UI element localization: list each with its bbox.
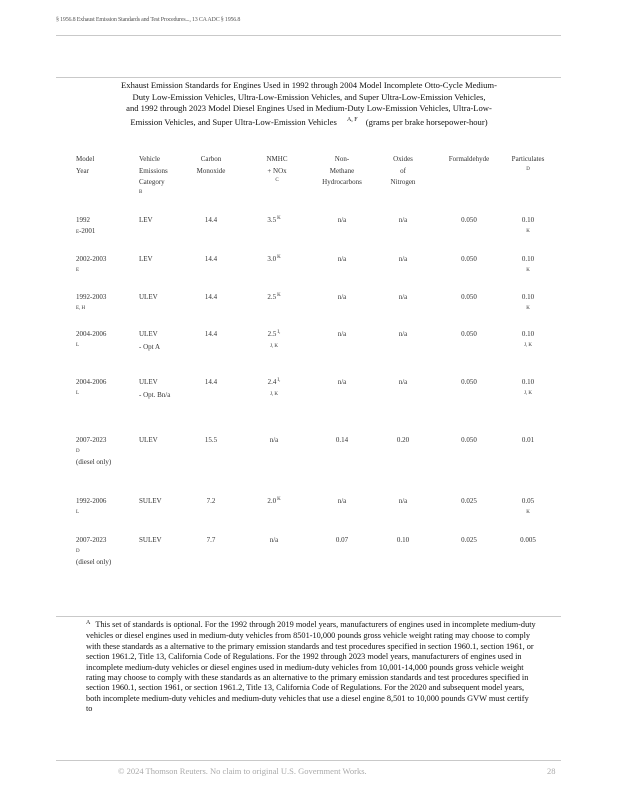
- cell-non-methane-hydrocarbons: n/a: [337, 378, 347, 386]
- column-header-4: NMHC + NOx C: [252, 154, 302, 185]
- cell-formaldehyde: 0.050: [461, 216, 477, 224]
- cell-model-year: 2004-2006 L: [76, 330, 107, 348]
- cell-emissions-category: ULEV: [139, 293, 158, 301]
- cell-formaldehyde: 0.025: [461, 536, 477, 544]
- cell-oxides-of-nitrogen: n/a: [398, 378, 408, 386]
- cell-non-methane-hydrocarbons: n/a: [337, 497, 347, 505]
- cell-non-methane-hydrocarbons: n/a: [337, 216, 347, 224]
- column-header-7: Formaldehyde: [448, 155, 490, 163]
- cell-emissions-category: SULEV: [139, 497, 162, 505]
- running-header: § 1956.8 Exhaust Emission Standards and Test Procedures..., 13 CA ADC § 1956.8: [56, 17, 241, 23]
- cell-nmhc-nox: $2.0^K$: [267, 497, 281, 505]
- cell-nmhc-nox: $2.4^{I,}$ J, K: [267, 378, 281, 397]
- cell-particulates: 0.10 J, K: [521, 378, 535, 396]
- cell-oxides-of-nitrogen: n/a: [398, 293, 408, 301]
- cell-model-year: 1992 E-2001: [76, 216, 96, 235]
- cell-carbon-monoxide: 7.2: [206, 497, 216, 505]
- footer-page-number: 28: [547, 766, 556, 776]
- title-line-2: Duty Low-Emission Vehicles, Ultra-Low-Emission Vehicles, and Super Ultra-Low-Emission Vehicles,: [132, 91, 486, 102]
- cell-particulates: 0.10 J, K: [521, 330, 535, 348]
- cell-emissions-category: ULEV - Opt A: [139, 330, 160, 351]
- cell-non-methane-hydrocarbons: n/a: [337, 255, 347, 263]
- column-header-5: Non- Methane Hydrocarbons: [322, 155, 362, 186]
- cell-non-methane-hydrocarbons: n/a: [337, 330, 347, 338]
- cell-model-year: 2007-2023 D (diesel only): [76, 436, 112, 466]
- column-header-6: Oxides of Nitrogen: [390, 155, 416, 186]
- cell-nmhc-nox: n/a: [269, 436, 279, 444]
- table-title: [72, 80, 546, 128]
- cell-particulates: 0.10 K: [521, 293, 535, 311]
- cell-carbon-monoxide: 15.5: [204, 436, 218, 444]
- footer-copyright: © 2024 Thomson Reuters. No claim to original U.S. Government Works.: [118, 766, 367, 776]
- cell-particulates: 0.05 K: [521, 497, 535, 515]
- cell-emissions-category: ULEV: [139, 436, 158, 444]
- title-line-1: Exhaust Emission Standards for Engines Used in 1992 through 2004 Model Incomplete Otto-Cycle Medium-: [121, 80, 497, 90]
- footer-rule: [56, 760, 561, 761]
- cell-carbon-monoxide: 14.4: [204, 378, 218, 386]
- cell-non-methane-hydrocarbons: 0.14: [335, 436, 349, 444]
- cell-carbon-monoxide: 7.7: [206, 536, 216, 544]
- cell-oxides-of-nitrogen: 0.20: [396, 436, 410, 444]
- cell-emissions-category: LEV: [139, 216, 153, 224]
- cell-model-year: 1992-2006 L: [76, 497, 107, 515]
- cell-nmhc-nox: $2.5^K$: [267, 293, 281, 301]
- cell-model-year: 1992-2003 E, H: [76, 293, 107, 311]
- cell-particulates: 0.005: [520, 536, 536, 544]
- cell-particulates: 0.10 K: [521, 216, 535, 234]
- cell-model-year: 2002-2003 E: [76, 255, 107, 273]
- cell-emissions-category: ULEV - Opt. Bn/a: [139, 378, 171, 399]
- cell-formaldehyde: 0.050: [461, 436, 477, 444]
- cell-formaldehyde: 0.050: [461, 255, 477, 263]
- cell-oxides-of-nitrogen: 0.10: [396, 536, 410, 544]
- footnote-a: [86, 620, 536, 715]
- cell-nmhc-nox: $3.0^K$: [267, 255, 281, 263]
- cell-oxides-of-nitrogen: n/a: [398, 216, 408, 224]
- cell-carbon-monoxide: 14.4: [204, 293, 218, 301]
- cell-carbon-monoxide: 14.4: [204, 216, 218, 224]
- cell-formaldehyde: 0.050: [461, 330, 477, 338]
- cell-formaldehyde: 0.050: [461, 378, 477, 386]
- cell-carbon-monoxide: 14.4: [204, 330, 218, 338]
- cell-emissions-category: SULEV: [139, 536, 162, 544]
- column-header-8: Particulates D: [502, 154, 554, 174]
- title-note-markers: A, F: [346, 116, 358, 123]
- cell-model-year: 2007-2023 D (diesel only): [76, 536, 112, 566]
- column-header-3: Carbon Monoxide: [196, 155, 226, 175]
- cell-nmhc-nox: n/a: [269, 536, 279, 544]
- cell-carbon-monoxide: 14.4: [204, 255, 218, 263]
- cell-particulates: 0.10 K: [521, 255, 535, 273]
- title-line-3: and 1992 through 2023 Model Diesel Engines Used in Medium-Duty Low-Emission Vehicles, Ultra-Low-: [126, 103, 492, 113]
- header-note: B: [139, 189, 143, 195]
- title-rule: [56, 77, 561, 78]
- cell-model-year: 2004-2006 L: [76, 378, 107, 396]
- cell-non-methane-hydrocarbons: 0.07: [335, 536, 349, 544]
- title-line-4: Emission Vehicles, and Super Ultra-Low-Emission Vehicles $^{A, F}$ (grams per brake horsepower-hour): [130, 116, 488, 127]
- column-header-1: Model Year: [76, 155, 95, 175]
- cell-formaldehyde: 0.025: [461, 497, 477, 505]
- cell-oxides-of-nitrogen: n/a: [398, 497, 408, 505]
- header-note: D: [526, 166, 530, 172]
- column-header-2: Vehicle Emissions Category B: [139, 154, 189, 197]
- cell-non-methane-hydrocarbons: n/a: [337, 293, 347, 301]
- header-note: C: [275, 178, 279, 183]
- footnote-marker: A: [86, 620, 91, 626]
- footnote-text: This set of standards is optional. For the 1992 through 2019 model years, manufacturers of engines used in incomplete medium-duty vehicles or diesel engines used in medium-duty vehicles from 8501-10,000 pounds gross vehicle weight rating may choose to comply with these standards as a alternative to the primary emission standards and test procedures specified in section 1960.1, section 1961, or section 1961.2, Title 13, California Code of Regulations. For the 1992 through 2023 model years, manufacturers of engines used in incomplete medium-duty vehicles or diesel engines used in medium-duty vehicles from 10,001-14,000 pounds gross vehicle weight rating may choose to comply with these standards as an alternative to the primary emission standards and test procedures specified in section 1960.1, section 1961, or section 1961.2, Title 13, California Code of Regulations. For the 2020 and subsequent model years, both incomplete medium-duty vehicles and medium-duty vehicles that use a diesel engine 8,501 to 10,000 pounds GVW must certify to: [86, 620, 536, 714]
- header-rule: [56, 35, 561, 36]
- footnote-rule: [56, 616, 561, 617]
- cell-particulates: 0.01: [521, 436, 535, 444]
- cell-nmhc-nox: $3.5^K$: [267, 216, 281, 224]
- cell-formaldehyde: 0.050: [461, 293, 477, 301]
- cell-oxides-of-nitrogen: n/a: [398, 255, 408, 263]
- cell-oxides-of-nitrogen: n/a: [398, 330, 408, 338]
- cell-emissions-category: LEV: [139, 255, 153, 263]
- cell-nmhc-nox: $2.5^{I,}$ J, K: [267, 330, 281, 349]
